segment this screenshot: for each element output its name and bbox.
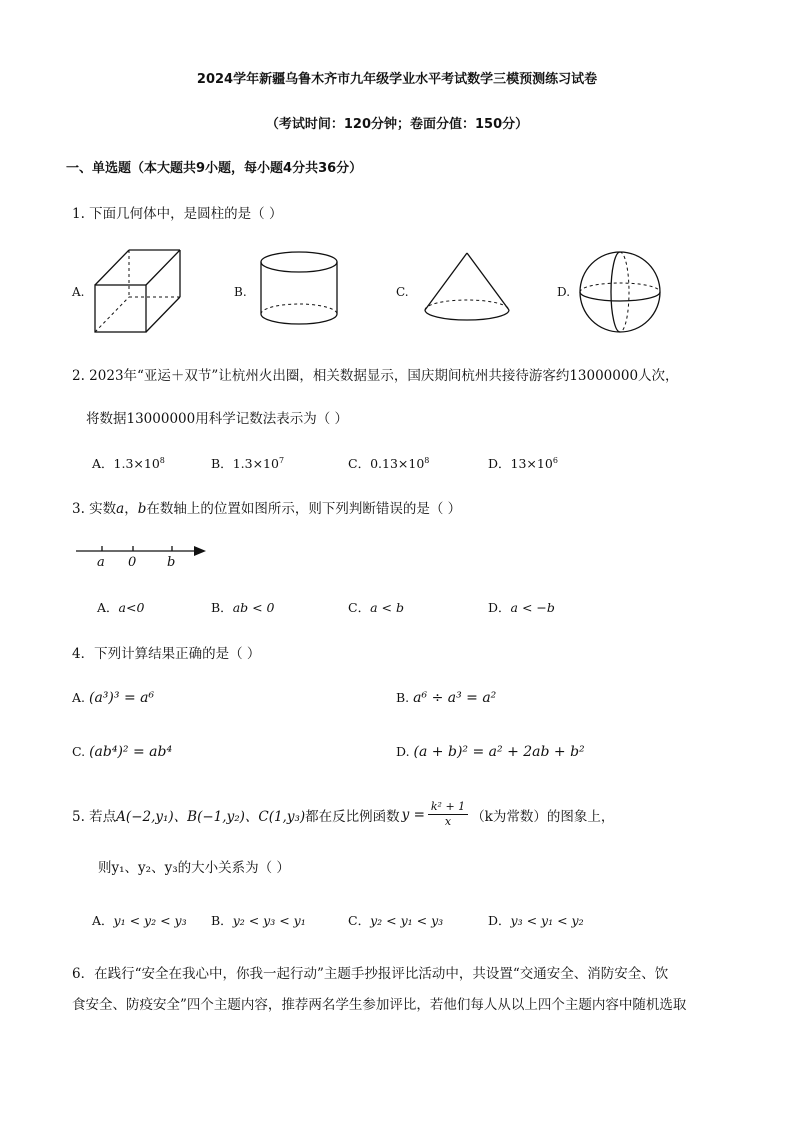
cube-figure bbox=[92, 246, 182, 336]
q4-option-d: D. (a + b)² = a² + 2ab + b² bbox=[396, 744, 585, 760]
question-4-stem: 4．下列计算结果正确的是（ ） bbox=[72, 646, 261, 662]
q4-option-b: B. a⁶ ÷ a³ = a² bbox=[396, 690, 497, 706]
axis-label-a: a bbox=[97, 555, 105, 570]
fraction: $\frac{\text{k² + 1}}{x}$ bbox=[428, 800, 468, 829]
q2-option-c: C．$0.13\times 10^8$ bbox=[348, 455, 430, 471]
q2-option-b: B．$1.3\times 10^7$ bbox=[211, 455, 285, 471]
axis-label-b: b bbox=[167, 555, 176, 570]
question-2-stem-line2: 将数据13000000用科学记数法表示为（ ） bbox=[86, 411, 349, 427]
q5-option-a: A．y₁ < y₂ < y₃ bbox=[92, 913, 187, 928]
q2-option-a: A．$1.3\times 10^8$ bbox=[92, 455, 165, 471]
q1-option-a-label: A. bbox=[72, 285, 85, 299]
section-heading: 一、单选题（本大题共9小题，每小题4分共36分） bbox=[66, 161, 363, 176]
q1-option-c-label: C. bbox=[396, 285, 409, 299]
question-5-stem: 5. 若点 A(−2,y₁)、B(−1,y₂)、C(1,y₃) 都在反比例函数 y = $\frac{\text{k² + 1}}{x}$ （k为常数）的图象上， bbox=[72, 800, 615, 828]
q3-option-b: B．ab < 0 bbox=[211, 600, 275, 615]
q2-option-d: D．$13\times 10^6$ bbox=[488, 455, 558, 471]
q1-option-b-label: B. bbox=[234, 285, 247, 299]
question-2-stem-line1: 2. 2023年“亚运＋双节”让杭州火出圈，相关数据显示，国庆期间杭州共接待游客约13000000人次， bbox=[72, 368, 679, 384]
sphere-figure bbox=[578, 250, 664, 336]
q1-option-d-label: D. bbox=[557, 285, 571, 299]
q5-option-d: D．y₃ < y₁ < y₂ bbox=[488, 913, 584, 928]
q5-option-c: C．y₂ < y₁ < y₃ bbox=[348, 913, 444, 928]
cylinder-figure bbox=[258, 250, 340, 330]
q5-option-b: B．y₂ < y₃ < y₁ bbox=[211, 913, 306, 928]
q3-option-c: C．a < b bbox=[348, 600, 404, 615]
cone-figure bbox=[420, 250, 514, 330]
question-3-stem: 3. 实数a，b在数轴上的位置如图所示，则下列判断错误的是（ ） bbox=[72, 501, 462, 517]
q4-option-a: A. (a³)³ = a⁶ bbox=[72, 690, 155, 706]
question-6-line2: 食安全、防疫安全”四个主题内容，推荐两名学生参加评比，若他们每人从以上四个主题内容中随机选取 bbox=[72, 997, 687, 1013]
question-5-line2: 则y₁、y₂、y₃的大小关系为（ ） bbox=[98, 860, 290, 876]
q3-option-d: D．a < −b bbox=[488, 600, 555, 615]
axis-label-zero: 0 bbox=[128, 555, 137, 570]
question-1-stem: 1. 下面几何体中，是圆柱的是（ ） bbox=[72, 206, 283, 222]
paper-subtitle: （考试时间：120分钟；卷面分值：150分） bbox=[265, 117, 529, 132]
q3-option-a: A．a<0 bbox=[97, 600, 145, 615]
question-6-line1: 6．在践行“安全在我心中，你我一起行动”主题手抄报评比活动中，共设置“交通安全、消防安全、饮 bbox=[72, 966, 669, 982]
q4-option-c: C. (ab⁴)² = ab⁴ bbox=[72, 744, 173, 760]
paper-title: 2024学年新疆乌鲁木齐市九年级学业水平考试数学三模预测练习试卷 bbox=[196, 72, 598, 87]
